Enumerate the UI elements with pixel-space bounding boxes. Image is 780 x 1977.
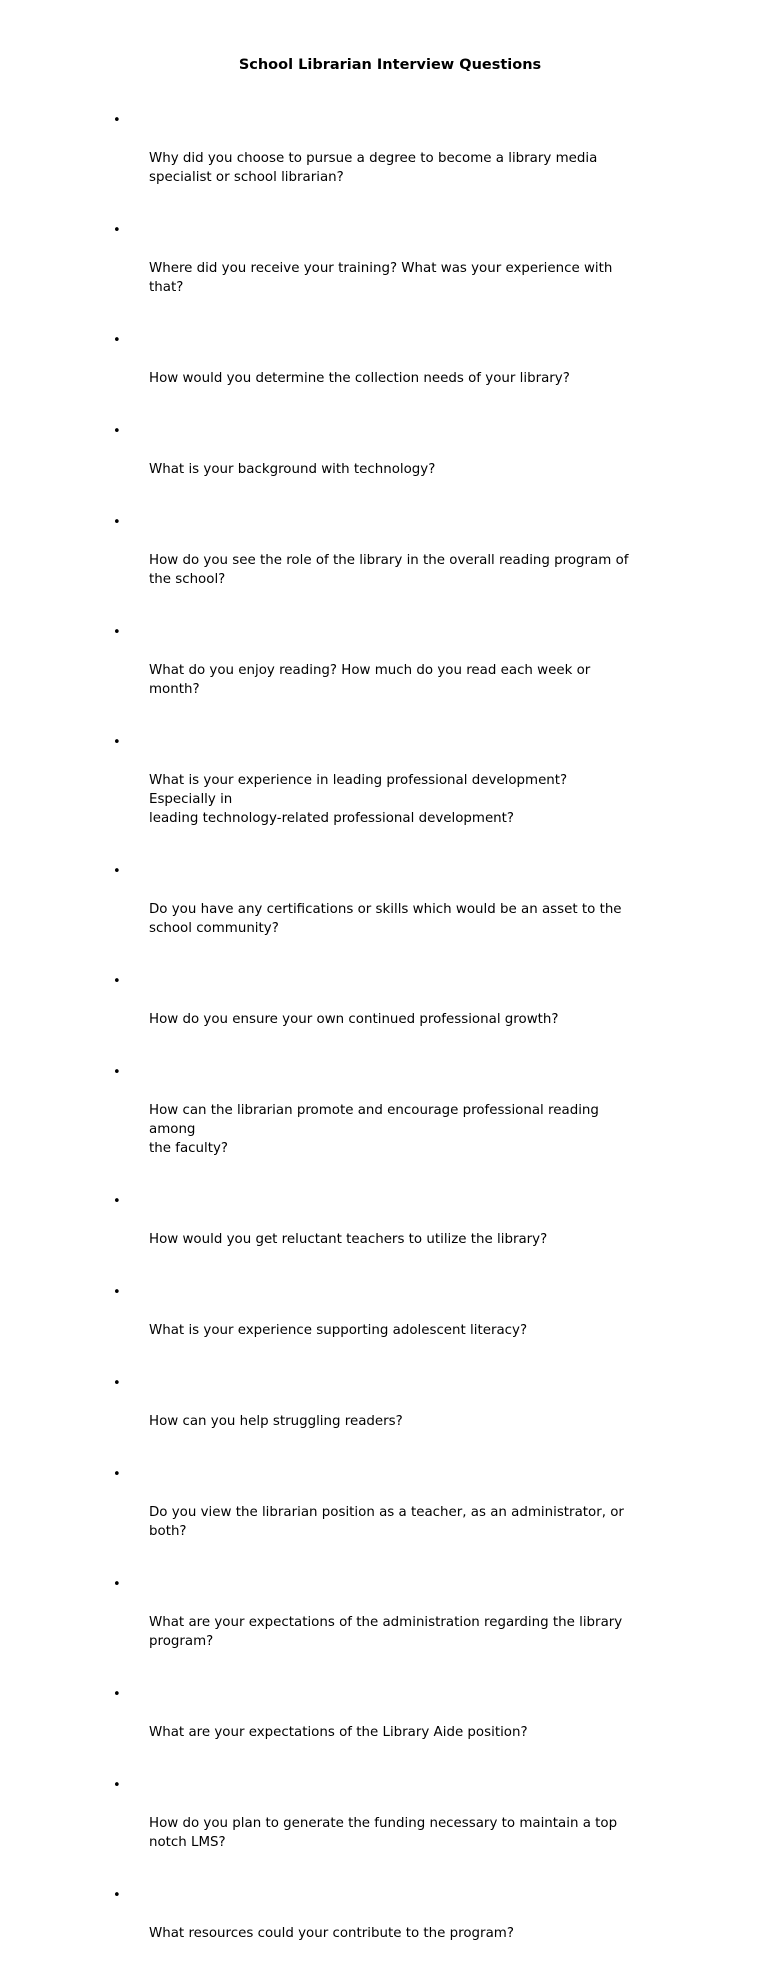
question-item xyxy=(0,1886,629,1962)
bullet-icon: • xyxy=(113,1687,121,1702)
question-item xyxy=(0,972,629,1048)
question-item xyxy=(0,1192,629,1268)
bullet-icon: • xyxy=(113,424,121,439)
question-text: What is your background with technology? xyxy=(149,462,436,477)
question-text: What resources could your contribute to the program? xyxy=(149,1926,514,1941)
bullet-icon: • xyxy=(113,625,121,640)
bullet-icon: • xyxy=(113,333,121,348)
bullet-icon: • xyxy=(113,974,121,989)
bullet-icon: • xyxy=(113,1065,121,1080)
document-title: School Librarian Interview Questions xyxy=(238,57,542,73)
question-text: What are your expectations of the Library Aide position? xyxy=(149,1725,528,1740)
question-text: What is your experience supporting adolescent literacy? xyxy=(149,1323,528,1338)
bullet-icon: • xyxy=(113,864,121,879)
question-item xyxy=(0,221,629,316)
question-list xyxy=(0,111,728,1977)
question-text: What is your experience in leading professional development? Especially in leading technology-related professional development? xyxy=(149,773,568,826)
question-text: Do you have any certifications or skills which would be an asset to the school community? xyxy=(149,902,622,936)
question-text: How can the librarian promote and encourage professional reading among the faculty? xyxy=(149,1103,599,1156)
question-item xyxy=(0,862,629,957)
bullet-icon: • xyxy=(113,223,121,238)
question-item xyxy=(0,733,629,847)
bullet-icon: • xyxy=(113,1285,121,1300)
question-item xyxy=(0,111,629,206)
question-text: What are your expectations of the administration regarding the library program? xyxy=(149,1615,623,1649)
bullet-icon: • xyxy=(113,1467,121,1482)
bullet-icon: • xyxy=(113,515,121,530)
question-text: How would you get reluctant teachers to utilize the library? xyxy=(149,1232,548,1247)
question-item xyxy=(0,1575,629,1670)
question-item xyxy=(0,1685,629,1761)
bullet-icon: • xyxy=(113,735,121,750)
question-text: How do you ensure your own continued professional growth? xyxy=(149,1012,559,1027)
question-item xyxy=(0,513,629,608)
question-item xyxy=(0,1465,629,1560)
question-text: What do you enjoy reading? How much do you read each week or month? xyxy=(149,663,591,697)
question-item xyxy=(0,331,629,407)
question-text: Where did you receive your training? What was your experience with that? xyxy=(149,261,613,295)
question-text: Why did you choose to pursue a degree to become a library media specialist or school librarian? xyxy=(149,151,598,185)
question-text: Do you view the librarian position as a teacher, as an administrator, or both? xyxy=(149,1505,624,1539)
question-text: How do you see the role of the library in the overall reading program of the school? xyxy=(149,553,629,587)
bullet-icon: • xyxy=(113,1577,121,1592)
bullet-icon: • xyxy=(113,1888,121,1903)
bullet-icon: • xyxy=(113,1376,121,1391)
question-text: How would you determine the collection needs of your library? xyxy=(149,371,570,386)
question-item xyxy=(0,1374,629,1450)
question-item xyxy=(0,1063,629,1177)
question-item xyxy=(0,623,629,718)
question-item xyxy=(0,1283,629,1359)
bullet-icon: • xyxy=(113,1778,121,1793)
question-text: How do you plan to generate the funding necessary to maintain a top notch LMS? xyxy=(149,1816,618,1850)
question-item xyxy=(0,1776,629,1871)
question-item xyxy=(0,422,629,498)
question-text: How can you help struggling readers? xyxy=(149,1414,403,1429)
bullet-icon: • xyxy=(113,1194,121,1209)
bullet-icon: • xyxy=(113,113,121,128)
